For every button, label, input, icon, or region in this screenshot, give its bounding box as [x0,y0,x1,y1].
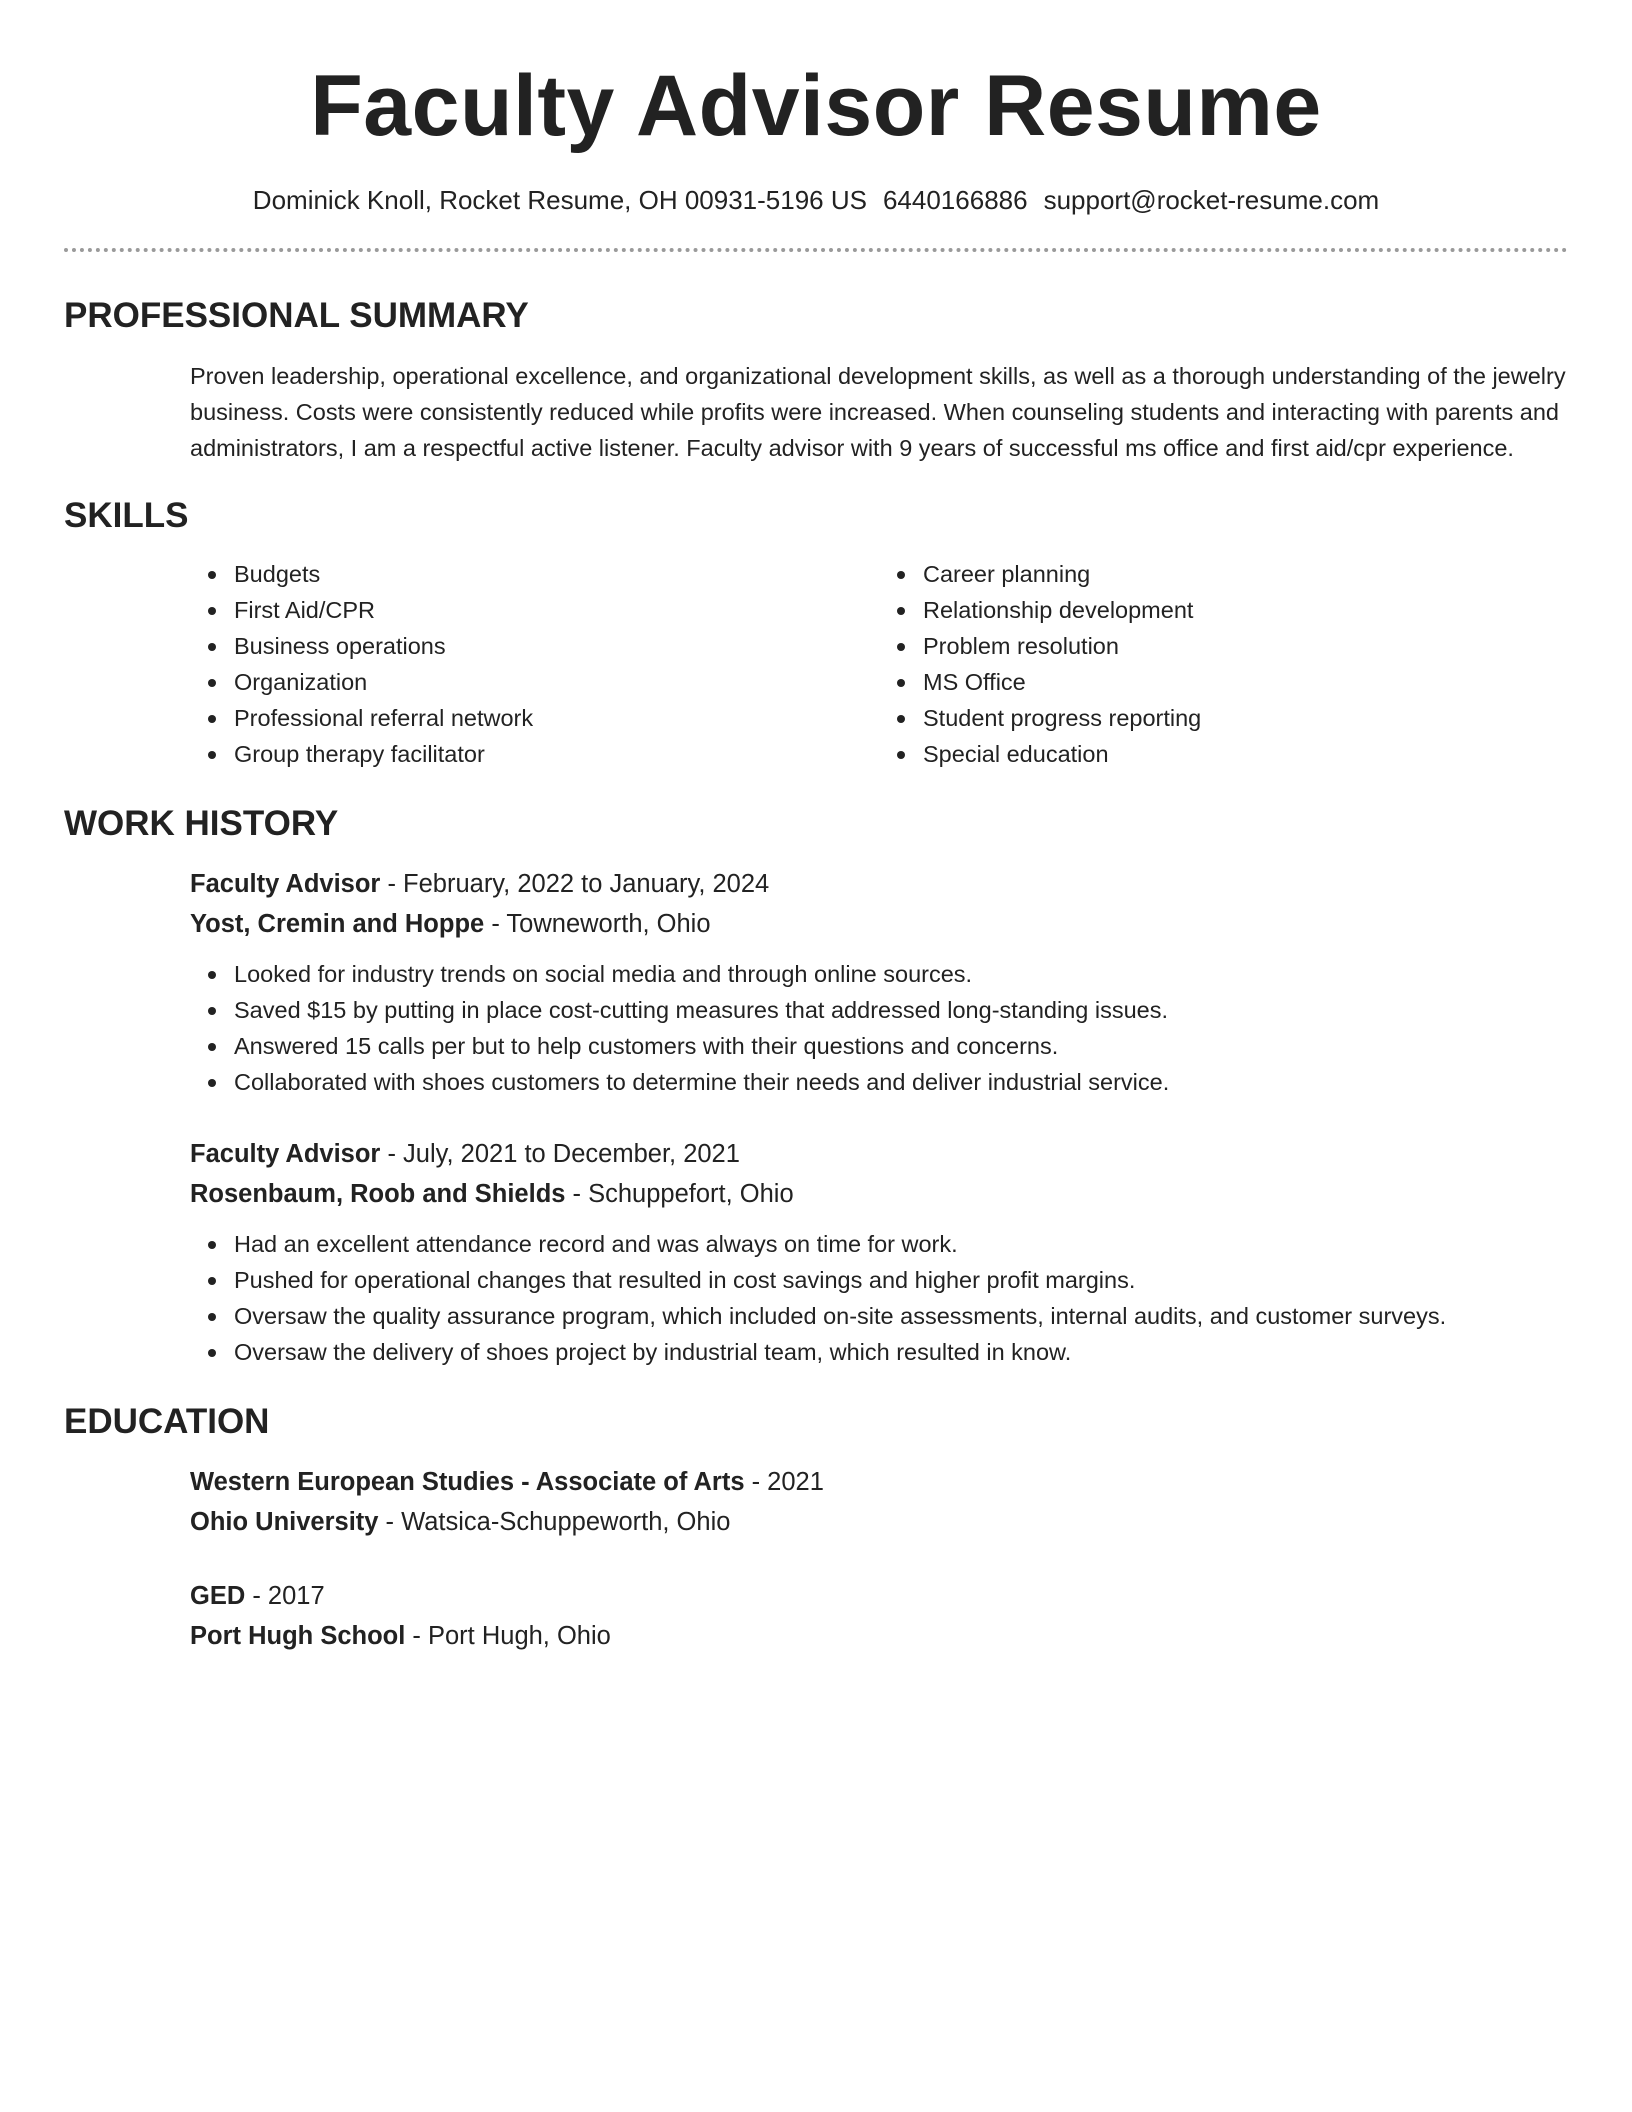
resume-title: Faculty Advisor Resume [310,58,1322,154]
edu-year: - 2017 [245,1582,325,1610]
contact-email: support@rocket-resume.com [1043,185,1380,215]
skills-heading: SKILLS [64,496,189,535]
summary-section [64,294,1568,466]
edu-degree: GED [190,1582,246,1610]
work-section [64,802,1568,1370]
job-title: Faculty Advisor [190,870,381,898]
summary-text: Proven leadership, operational excellence, and organizational development skills, as well as a thorough understanding of the jewelry business. Costs were consistently reduced while profits were increased. When counseling students and interacting with parents and administrators, I am a respectful active listener. Faculty advisor with 9 years of successful ms office and first aid/cpr experience. [190,363,1566,461]
skill-item: Student progress reporting [923,700,1568,736]
edu-degree-line [190,1462,1568,1502]
contact-phone: 6440166886 [882,185,1028,215]
skills-list-left [190,556,879,772]
skill-item: Organization [234,664,879,700]
skill-item: Budgets [234,556,879,592]
skill-item: Special education [923,736,1568,772]
education-heading: EDUCATION [64,1402,270,1441]
skills-list-right [879,556,1568,772]
job-title-line [190,864,1568,904]
job-dates: - February, 2022 to January, 2024 [380,870,770,898]
job-bullet: Answered 15 calls per but to help customers with their questions and concerns. [234,1028,1568,1064]
job-bullet: Had an excellent attendance record and was always on time for work. [234,1226,1568,1262]
skill-item: Relationship development [923,592,1568,628]
job-company-line [190,1174,1568,1214]
header-divider [64,248,1568,252]
contact-address: Dominick Knoll, Rocket Resume, OH 00931-5196 US [252,185,867,215]
skill-item: Professional referral network [234,700,879,736]
work-body [190,864,1568,1370]
job-bullet: Saved $15 by putting in place cost-cutting measures that addressed long-standing issues. [234,992,1568,1028]
edu-school: Ohio University [190,1508,379,1536]
skill-item: Group therapy facilitator [234,736,879,772]
edu-school-line [190,1502,1568,1542]
skills-columns [190,556,1568,772]
skill-item: MS Office [923,664,1568,700]
job-entry [190,864,1568,1100]
skill-item: Problem resolution [923,628,1568,664]
job-bullet: Oversaw the delivery of shoes project by industrial team, which resulted in know. [234,1334,1568,1370]
job-company-line [190,904,1568,944]
job-bullet: Oversaw the quality assurance program, which included on-site assessments, internal audits, and customer surveys. [234,1298,1568,1334]
edu-school: Port Hugh School [190,1622,406,1650]
edu-year: - 2021 [744,1468,824,1496]
job-location: - Towneworth, Ohio [484,910,711,938]
summary-body [190,358,1568,466]
job-bullet: Pushed for operational changes that resulted in cost savings and higher profit margins. [234,1262,1568,1298]
edu-degree-line [190,1576,1568,1616]
job-dates: - July, 2021 to December, 2021 [380,1140,740,1168]
job-entry [190,1134,1568,1370]
skills-section [64,494,1568,772]
education-section [64,1400,1568,1656]
job-bullets [190,956,1568,1100]
job-title-line [190,1134,1568,1174]
job-bullet: Collaborated with shoes customers to determine their needs and deliver industrial service. [234,1064,1568,1100]
edu-location: - Port Hugh, Ohio [405,1622,611,1650]
job-title: Faculty Advisor [190,1140,381,1168]
education-entry [190,1576,1568,1656]
job-location: - Schuppefort, Ohio [565,1180,794,1208]
education-entry [190,1462,1568,1542]
resume-page [64,0,1568,1656]
job-bullet: Looked for industry trends on social media and through online sources. [234,956,1568,992]
skill-item: Career planning [923,556,1568,592]
edu-school-line [190,1616,1568,1656]
skill-item: Business operations [234,628,879,664]
edu-degree: Western European Studies - Associate of Arts [190,1468,745,1496]
summary-heading: PROFESSIONAL SUMMARY [64,296,529,335]
job-bullets [190,1226,1568,1370]
skill-item: First Aid/CPR [234,592,879,628]
education-body [190,1462,1568,1656]
job-company: Yost, Cremin and Hoppe [190,910,485,938]
contact-line [64,182,1568,218]
work-heading: WORK HISTORY [64,804,339,843]
job-company: Rosenbaum, Roob and Shields [190,1180,566,1208]
edu-location: - Watsica-Schuppeworth, Ohio [378,1508,731,1536]
